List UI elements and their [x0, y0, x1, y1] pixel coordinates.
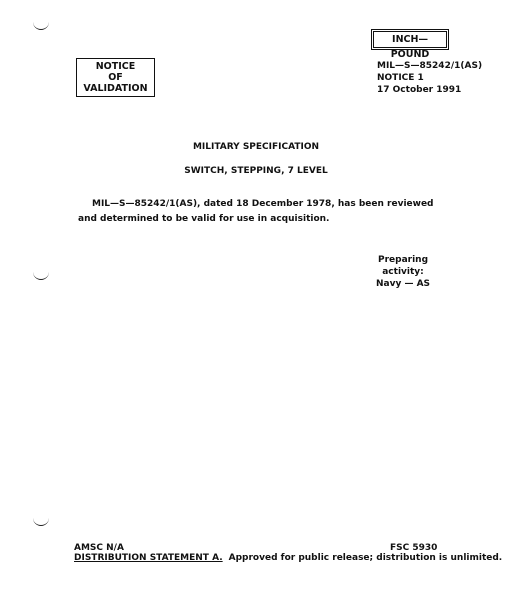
preparing-activity-value: Navy — AS [375, 279, 431, 289]
spec-number: MIL—S—85242/1(AS) [377, 61, 483, 71]
preparing-activity [366, 254, 440, 290]
distribution-statement-label: DISTRIBUTION STATEMENT A. [74, 553, 223, 563]
body-text: MIL—S—85242/1(AS), dated 18 December 1978, has been reviewed and determined to be valid for use in acquisition. [78, 199, 434, 224]
binder-hole-mark [33, 22, 49, 30]
document-title: MILITARY SPECIFICATION [192, 142, 320, 152]
notice-box-line1: NOTICE [95, 61, 136, 72]
inch-pound-label: INCH—POUND [390, 34, 430, 60]
notice-number: NOTICE 1 [377, 73, 424, 83]
notice-date: 17 October 1991 [377, 85, 462, 95]
body-paragraph [78, 197, 454, 227]
notice-of-validation-box [76, 58, 155, 97]
preparing-activity-label: Preparing activity: [377, 255, 429, 277]
distribution-statement [74, 553, 502, 563]
notice-box-line2: OF VALIDATION [83, 72, 148, 94]
inch-pound-box [373, 31, 447, 60]
document-subtitle: SWITCH, STEPPING, 7 LEVEL [184, 166, 328, 176]
reference-block [377, 60, 482, 96]
amsc-label: AMSC N/A [74, 543, 124, 553]
distribution-statement-text: Approved for public release; distribution is unlimited. [228, 553, 503, 563]
binder-hole-mark [33, 272, 49, 280]
binder-hole-mark [33, 518, 49, 526]
fsc-label: FSC 5930 [390, 543, 438, 553]
